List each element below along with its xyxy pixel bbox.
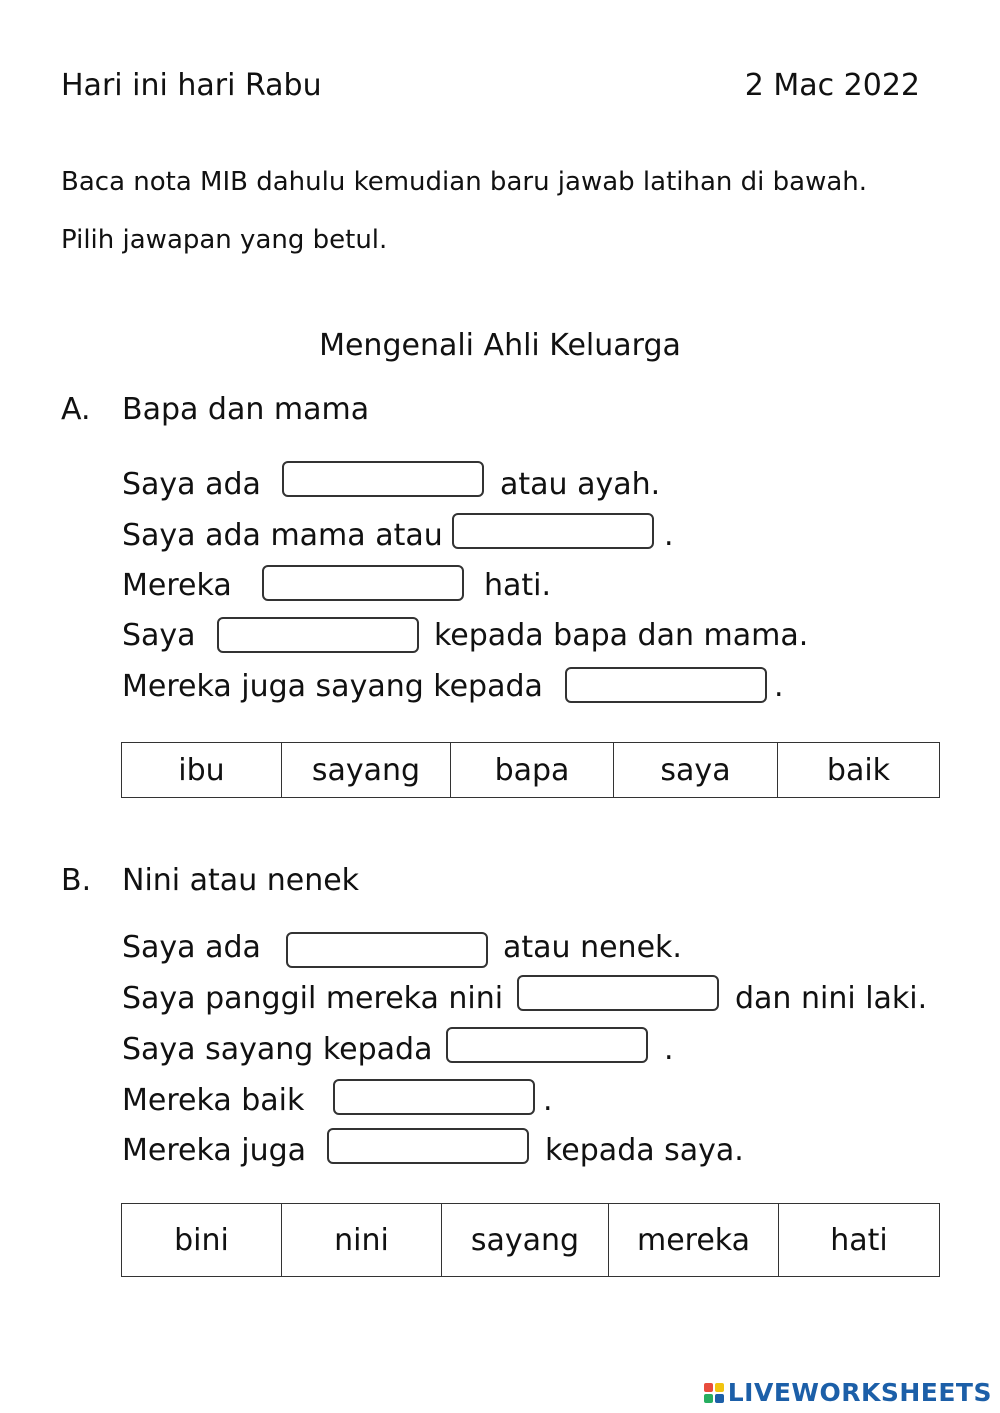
a-line-1-after: atau ayah. <box>500 467 661 502</box>
logo-square-icon <box>715 1383 724 1392</box>
b-blank-1[interactable] <box>286 932 488 968</box>
b-line-1-after: atau nenek. <box>503 930 682 965</box>
a-line-4-after: kepada bapa dan mama. <box>434 618 809 653</box>
b-line-4-before: Mereka baik <box>122 1083 305 1118</box>
worksheet-title: Mengenali Ahli Keluarga <box>319 328 681 363</box>
b-line-5-after: kepada saya. <box>545 1133 744 1168</box>
logo-square-icon <box>704 1394 713 1403</box>
logo-mark-icon <box>704 1383 724 1403</box>
b-blank-3[interactable] <box>446 1027 648 1063</box>
b-line-4-after: . <box>543 1083 553 1118</box>
instruction-1: Baca nota MIB dahulu kemudian baru jawab latihan di bawah. <box>61 167 868 197</box>
a-blank-4[interactable] <box>217 617 419 653</box>
word-bank-b <box>121 1203 940 1277</box>
b-line-2-after: dan nini laki. <box>735 981 928 1016</box>
a-line-2-before: Saya ada mama atau <box>122 518 443 553</box>
word-bank-b-item[interactable]: sayang <box>442 1204 609 1277</box>
a-line-5-before: Mereka juga sayang kepada <box>122 669 543 704</box>
liveworksheets-logo[interactable] <box>704 1378 992 1407</box>
word-bank-a-item[interactable]: ibu <box>122 743 282 798</box>
a-blank-5[interactable] <box>565 667 767 703</box>
b-blank-5[interactable] <box>327 1128 529 1164</box>
section-b-heading: Nini atau nenek <box>122 863 360 898</box>
a-blank-2[interactable] <box>452 513 654 549</box>
word-bank-b-item[interactable]: bini <box>122 1204 282 1277</box>
word-bank-a <box>121 742 940 798</box>
word-bank-a-item[interactable]: baik <box>778 743 940 798</box>
word-bank-a-item[interactable]: saya <box>614 743 778 798</box>
a-line-4-before: Saya <box>122 618 196 653</box>
word-bank-a-item[interactable]: bapa <box>451 743 614 798</box>
section-a-letter: A. <box>61 392 91 427</box>
a-line-3-before: Mereka <box>122 568 232 603</box>
b-blank-4[interactable] <box>333 1079 535 1115</box>
a-blank-3[interactable] <box>262 565 464 601</box>
a-line-2-after: . <box>664 518 674 553</box>
b-blank-2[interactable] <box>517 975 719 1011</box>
b-line-3-after: . <box>664 1032 674 1067</box>
date-text: 2 Mac 2022 <box>744 68 920 103</box>
day-text: Hari ini hari Rabu <box>61 68 322 103</box>
a-blank-1[interactable] <box>282 461 484 497</box>
word-bank-b-item[interactable]: nini <box>282 1204 442 1277</box>
word-bank-b-item[interactable]: mereka <box>609 1204 779 1277</box>
section-a-heading: Bapa dan mama <box>122 392 370 427</box>
a-line-5-after: . <box>774 669 784 704</box>
logo-square-icon <box>704 1383 713 1392</box>
section-b-letter: B. <box>61 863 92 898</box>
b-line-5-before: Mereka juga <box>122 1133 307 1168</box>
instruction-2: Pilih jawapan yang betul. <box>61 225 388 255</box>
word-bank-b-item[interactable]: hati <box>779 1204 940 1277</box>
a-line-3-after: hati. <box>484 568 552 603</box>
logo-square-icon <box>715 1394 724 1403</box>
b-line-1-before: Saya ada <box>122 930 261 965</box>
b-line-2-before: Saya panggil mereka nini <box>122 981 504 1016</box>
word-bank-a-item[interactable]: sayang <box>282 743 451 798</box>
a-line-1-before: Saya ada <box>122 467 261 502</box>
b-line-3-before: Saya sayang kepada <box>122 1032 433 1067</box>
logo-text: LIVEWORKSHEETS <box>727 1378 992 1407</box>
